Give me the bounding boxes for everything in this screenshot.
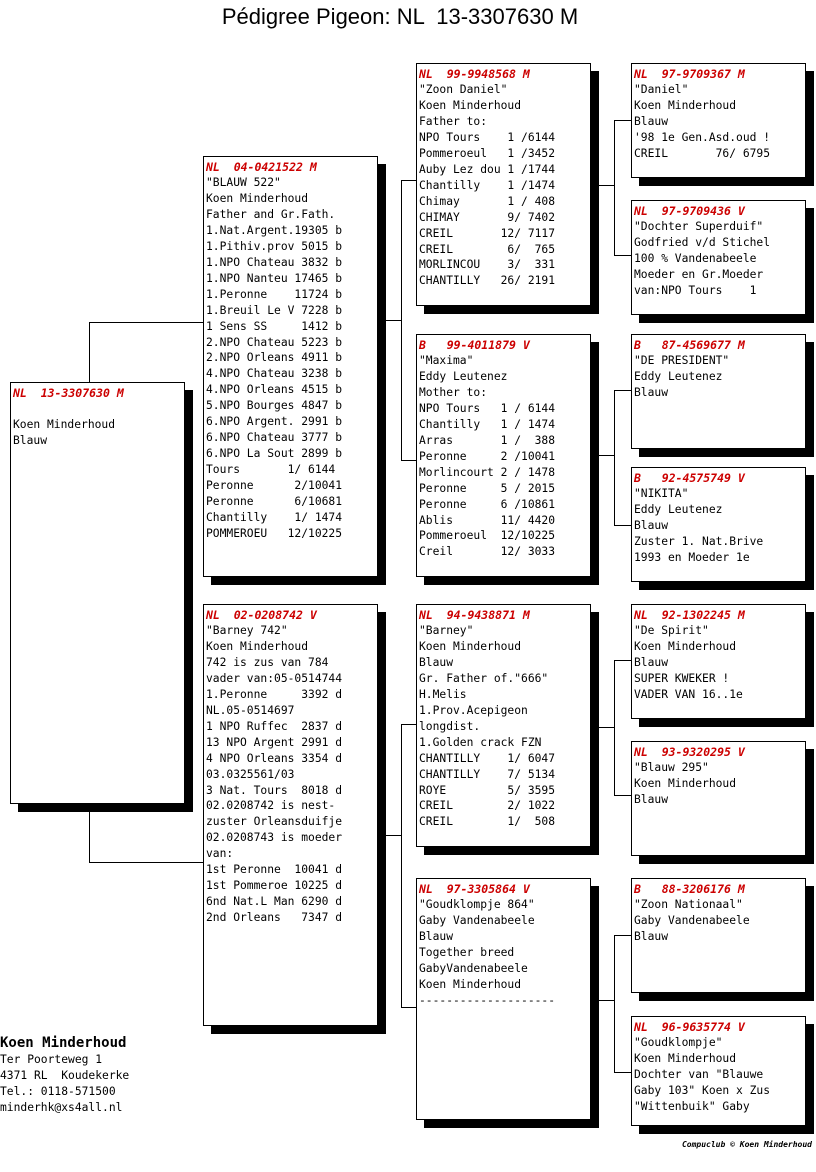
- pigeon-info-line: "Barney": [419, 624, 474, 637]
- pigeon-info-line: van:NPO Tours 1: [634, 283, 757, 297]
- ring-number: NL 94-9438871 M: [419, 608, 530, 622]
- connector-line: [614, 120, 632, 121]
- pigeon-info-line: 02.0208743 is moeder: [206, 831, 343, 845]
- pigeon-info-line: Chantilly 1/ 1474: [206, 511, 343, 525]
- pigeon-info-line: CHANTILLY 1/ 6047: [419, 751, 556, 765]
- pigeon-info-line: Koen Minderhoud: [634, 98, 737, 112]
- connector-line: [377, 320, 401, 321]
- pigeon-info-line: "Maxima": [419, 354, 474, 367]
- connector-line: [401, 724, 417, 725]
- ring-number: B 99-4011879 V: [419, 338, 530, 352]
- pigeon-info-line: 13 NPO Argent 2991 d: [206, 735, 343, 749]
- pigeon-info-line: CHANTILLY 7/ 5134: [419, 767, 556, 781]
- pigeon-info-line: Koen Minderhoud: [634, 639, 737, 653]
- connector-line: [614, 120, 615, 255]
- pigeon-info-line: 2nd Orleans 7347 d: [206, 911, 343, 925]
- pigeon-info-line: Ablis 11/ 4420: [419, 513, 556, 527]
- page-title: Pédigree Pigeon: NL 13-3307630 M: [221, 4, 579, 29]
- ring-number: NL 04-0421522 M: [206, 160, 317, 174]
- pigeon-info-line: longdist.: [419, 719, 481, 733]
- pigeon-info-line: Koen Minderhoud: [206, 639, 309, 653]
- pigeon-info-line: "BLAUW 522": [206, 176, 281, 189]
- pigeon-info-line: --------------------: [419, 993, 556, 1007]
- pigeon-info-line: Gaby Vandenabeele: [634, 913, 750, 927]
- pigeon-info-line: CREIL 12/ 7117: [419, 226, 556, 240]
- pigeon-info-line: Moeder en Gr.Moeder: [634, 267, 764, 281]
- pigeon-info-line: CREIL 76/ 6795: [634, 146, 771, 160]
- connector-line: [89, 322, 90, 384]
- owner-email: minderhk@xs4all.nl: [0, 1101, 123, 1114]
- pigeon-info-line: zuster Orleansduifje: [206, 815, 343, 829]
- pigeon-info-line: Pommeroeul 1 /3452: [419, 146, 556, 160]
- pigeon-info-line: 1.Pithiv.prov 5015 b: [206, 239, 343, 253]
- pigeon-info-line: "Zoon Daniel": [419, 83, 508, 96]
- pigeon-info-line: CREIL 2/ 1022: [419, 799, 556, 813]
- pigeon-info-line: Peronne 2/10041: [206, 479, 343, 493]
- pigeon-info-line: Koen Minderhoud: [419, 639, 522, 653]
- pigeon-info-line: Morlincourt 2 / 1478: [419, 465, 556, 479]
- pigeon-info-line: "NIKITA": [634, 487, 689, 500]
- pigeon-card-subject: [10, 382, 185, 804]
- pigeon-info-line: Chantilly 1 /1474: [419, 178, 556, 192]
- ring-number: NL 13-3307630 M: [13, 386, 124, 400]
- pigeon-info-line: 4 NPO Orleans 3354 d: [206, 751, 343, 765]
- connector-line: [614, 660, 615, 795]
- pigeon-info-line: "Goudklompje 864": [419, 898, 535, 911]
- pigeon-info-line: 6.NPO Chateau 3777 b: [206, 431, 343, 445]
- pigeon-info-line: Blauw: [13, 433, 48, 447]
- pigeon-info-line: Blauw: [634, 518, 669, 532]
- pigeon-info-line: 1.Nat.Argent.19305 b: [206, 223, 343, 237]
- pigeon-info-line: 6nd Nat.L Man 6290 d: [206, 895, 343, 909]
- connector-line: [614, 255, 632, 256]
- pigeon-info-line: CREIL 1/ 508: [419, 815, 556, 829]
- pigeon-info-line: Peronne 2 /10041: [419, 449, 556, 463]
- connector-line: [401, 180, 417, 181]
- pigeon-info-line: Gaby 103" Koen x Zus: [634, 1083, 771, 1097]
- pigeon-card-dam-sire: [416, 604, 591, 847]
- pigeon-info-line: vader van:05-0514744: [206, 671, 343, 685]
- pigeon-info-line: Together breed: [419, 945, 515, 959]
- pigeon-info-line: Blauw: [634, 792, 669, 806]
- ring-number: NL 97-9709436 V: [634, 204, 745, 218]
- pigeon-info-line: Dochter van "Blauwe: [634, 1067, 764, 1081]
- pigeon-info-line: H.Melis: [419, 687, 467, 701]
- pigeon-info-line: 4.NPO Orleans 4515 b: [206, 383, 343, 397]
- pigeon-info-line: MORLINCOU 3/ 331: [419, 258, 556, 272]
- pigeon-info-line: Pommeroeul 12/10225: [419, 529, 556, 543]
- owner-info: [0, 1034, 129, 1116]
- connector-line: [614, 525, 632, 526]
- owner-postcode-city: 4371 RL Koudekerke: [0, 1069, 130, 1082]
- pigeon-info-line: Godfried v/d Stichel: [634, 235, 771, 249]
- pigeon-card-sire-dam-sire: [631, 334, 806, 449]
- pigeon-info-line: 742 is zus van 784: [206, 655, 329, 669]
- pigeon-info-line: Koen Minderhoud: [13, 417, 116, 431]
- pigeon-info-line: "Dochter Superduif": [634, 220, 764, 233]
- pigeon-info-line: 02.0208742 is nest-: [206, 799, 336, 813]
- pigeon-info-line: Gr. Father of."666": [419, 671, 549, 685]
- pigeon-info-line: 1.NPO Chateau 3832 b: [206, 255, 343, 269]
- connector-line: [614, 390, 615, 525]
- pigeon-info-line: 1 Sens SS 1412 b: [206, 319, 343, 333]
- pigeon-info-line: 1993 en Moeder 1e: [634, 550, 750, 564]
- pigeon-info-line: 1st Peronne 10041 d: [206, 863, 343, 877]
- connector-line: [614, 1072, 632, 1073]
- connector-line: [89, 322, 204, 323]
- pigeon-info-line: 1 NPO Ruffec 2837 d: [206, 719, 343, 733]
- connector-line: [89, 804, 90, 862]
- pigeon-info-line: Chantilly 1 / 1474: [419, 417, 556, 431]
- connector-line: [401, 180, 402, 460]
- connector-line: [590, 727, 614, 728]
- pigeon-card-sire-sire-dam: [631, 200, 806, 315]
- pigeon-info-line: POMMEROEU 12/10225: [206, 526, 343, 540]
- pigeon-card-dam-sire-dam: [631, 741, 806, 856]
- pigeon-info-line: Eddy Leutenez: [634, 502, 723, 516]
- pigeon-info-line: "Wittenbuik" Gaby: [634, 1099, 750, 1113]
- connector-line: [614, 935, 632, 936]
- pigeon-card-dam-dam-dam: [631, 1016, 806, 1126]
- connector-line: [89, 862, 204, 863]
- pigeon-info-line: Eddy Leutenez: [634, 369, 723, 383]
- connector-line: [401, 724, 402, 1007]
- pigeon-card-sire-dam-dam: [631, 467, 806, 582]
- pigeon-info-line: Blauw: [634, 929, 669, 943]
- pigeon-info-line: Peronne 6/10681: [206, 495, 343, 509]
- pigeon-info-line: CHIMAY 9/ 7402: [419, 210, 556, 224]
- pigeon-info-line: 03.0325561/03: [206, 767, 295, 781]
- pigeon-info-line: CHANTILLY 26/ 2191: [419, 274, 556, 288]
- pigeon-info-line: "De Spirit": [634, 624, 709, 637]
- pigeon-card-sire-sire-sire: [631, 63, 806, 178]
- pigeon-info-line: 6.NPO La Sout 2899 b: [206, 447, 343, 461]
- ring-number: NL 02-0208742 V: [206, 608, 317, 622]
- pigeon-info-line: 6.NPO Argent. 2991 b: [206, 415, 343, 429]
- pigeon-info-line: NL.05-0514697: [206, 703, 295, 717]
- pigeon-info-line: Creil 12/ 3033: [419, 545, 556, 559]
- pigeon-card-sire-dam: [416, 334, 591, 577]
- pigeon-info-line: [13, 401, 182, 417]
- pigeon-card-dam-sire-sire: [631, 604, 806, 719]
- connector-line: [590, 1000, 614, 1001]
- pigeon-info-line: '98 1e Gen.Asd.oud !: [634, 130, 771, 144]
- connector-line: [590, 185, 614, 186]
- pigeon-info-line: 5.NPO Bourges 4847 b: [206, 399, 343, 413]
- owner-phone: Tel.: 0118-571500: [0, 1085, 116, 1098]
- pigeon-info-line: Koen Minderhoud: [634, 776, 737, 790]
- pigeon-info-line: van:: [206, 847, 234, 861]
- pigeon-info-line: Blauw: [634, 385, 669, 399]
- pigeon-info-line: Koen Minderhoud: [634, 1051, 737, 1065]
- pigeon-info-line: 2.NPO Orleans 4911 b: [206, 351, 343, 365]
- pigeon-info-line: 2.NPO Chateau 5223 b: [206, 335, 343, 349]
- pigeon-info-line: Peronne 6 /10861: [419, 497, 556, 511]
- ring-number: B 88-3206176 M: [634, 882, 745, 896]
- ring-number: B 87-4569677 M: [634, 338, 745, 352]
- pigeon-info-line: 1.Peronne 3392 d: [206, 687, 343, 701]
- owner-address: Ter Poorteweg 1: [0, 1053, 103, 1066]
- pigeon-info-line: Blauw: [634, 655, 669, 669]
- ring-number: NL 97-9709367 M: [634, 67, 745, 81]
- pigeon-info-line: Koen Minderhoud: [419, 977, 522, 991]
- pigeon-info-line: "Daniel": [634, 83, 689, 96]
- pigeon-info-line: Blauw: [419, 655, 454, 669]
- pigeon-info-line: Father to:: [419, 114, 488, 128]
- pigeon-info-line: 1.Golden crack FZN: [419, 735, 542, 749]
- credit-footer: Compuclub © Koen Minderhoud: [681, 1140, 812, 1149]
- pigeon-info-line: "DE PRESIDENT": [634, 354, 730, 367]
- ring-number: NL 97-3305864 V: [419, 882, 530, 896]
- pigeon-info-line: Tours 1/ 6144: [206, 463, 336, 477]
- pigeon-info-line: ROYE 5/ 3595: [419, 783, 556, 797]
- pigeon-info-line: VADER VAN 16..1e: [634, 687, 743, 701]
- pigeon-info-line: Gaby Vandenabeele: [419, 913, 535, 927]
- pigeon-info-line: Mother to:: [419, 385, 488, 399]
- pigeon-info-line: Chimay 1 / 408: [419, 194, 556, 208]
- pigeon-info-line: NPO Tours 1 /6144: [419, 130, 556, 144]
- pigeon-card-dam-dam-sire: [631, 878, 806, 993]
- pigeon-info-line: "Blauw 295": [634, 761, 709, 774]
- ring-number: NL 99-9948568 M: [419, 67, 530, 81]
- connector-line: [590, 455, 614, 456]
- connector-line: [614, 795, 632, 796]
- pigeon-card-sire-sire: [416, 63, 591, 306]
- pigeon-info-line: 4.NPO Chateau 3238 b: [206, 367, 343, 381]
- pigeon-info-line: GabyVandenabeele: [419, 961, 528, 975]
- pigeon-info-line: 100 % Vandenabeele: [634, 251, 757, 265]
- pigeon-info-line: Father and Gr.Fath.: [206, 207, 336, 221]
- connector-line: [377, 835, 401, 836]
- pigeon-info-line: "Goudklompje": [634, 1036, 723, 1049]
- connector-line: [614, 660, 632, 661]
- pigeon-info-line: 1.Peronne 11724 b: [206, 287, 343, 301]
- ring-number: B 92-4575749 V: [634, 471, 745, 485]
- pigeon-info-line: Peronne 5 / 2015: [419, 481, 556, 495]
- connector-line: [614, 935, 615, 1072]
- ring-number: NL 96-9635774 V: [634, 1020, 745, 1034]
- pigeon-info-line: 1st Pommeroe 10225 d: [206, 879, 343, 893]
- pigeon-info-line: Koen Minderhoud: [419, 98, 522, 112]
- connector-line: [614, 390, 632, 391]
- pigeon-info-line: 3 Nat. Tours 8018 d: [206, 783, 343, 797]
- pigeon-info-line: Blauw: [419, 929, 454, 943]
- pigeon-card-dam: [203, 604, 378, 1026]
- pigeon-info-line: Arras 1 / 388: [419, 433, 556, 447]
- pigeon-info-line: SUPER KWEKER !: [634, 671, 730, 685]
- pigeon-card-dam-dam: [416, 878, 591, 1120]
- pigeon-info-line: "Barney 742": [206, 624, 288, 637]
- pigeon-info-line: NPO Tours 1 / 6144: [419, 401, 556, 415]
- pigeon-info-line: "Zoon Nationaal": [634, 898, 743, 911]
- connector-line: [401, 460, 417, 461]
- pigeon-info-line: 1.Breuil Le V 7228 b: [206, 303, 343, 317]
- pigeon-info-line: 1.Prov.Acepigeon: [419, 703, 528, 717]
- pigeon-info-line: Zuster 1. Nat.Brive: [634, 534, 764, 548]
- pigeon-info-line: Blauw: [634, 114, 669, 128]
- pigeon-card-sire: [203, 156, 378, 577]
- connector-line: [401, 1007, 417, 1008]
- pigeon-info-line: Auby Lez dou 1 /1744: [419, 162, 556, 176]
- pigeon-info-line: CREIL 6/ 765: [419, 242, 556, 256]
- pigeon-info-line: Koen Minderhoud: [206, 191, 309, 205]
- pigeon-info-line: 1.NPO Nanteu 17465 b: [206, 271, 343, 285]
- pigeon-info-line: Eddy Leutenez: [419, 369, 508, 383]
- ring-number: NL 92-1302245 M: [634, 608, 745, 622]
- ring-number: NL 93-9320295 V: [634, 745, 745, 759]
- owner-name: Koen Minderhoud: [0, 1035, 127, 1051]
